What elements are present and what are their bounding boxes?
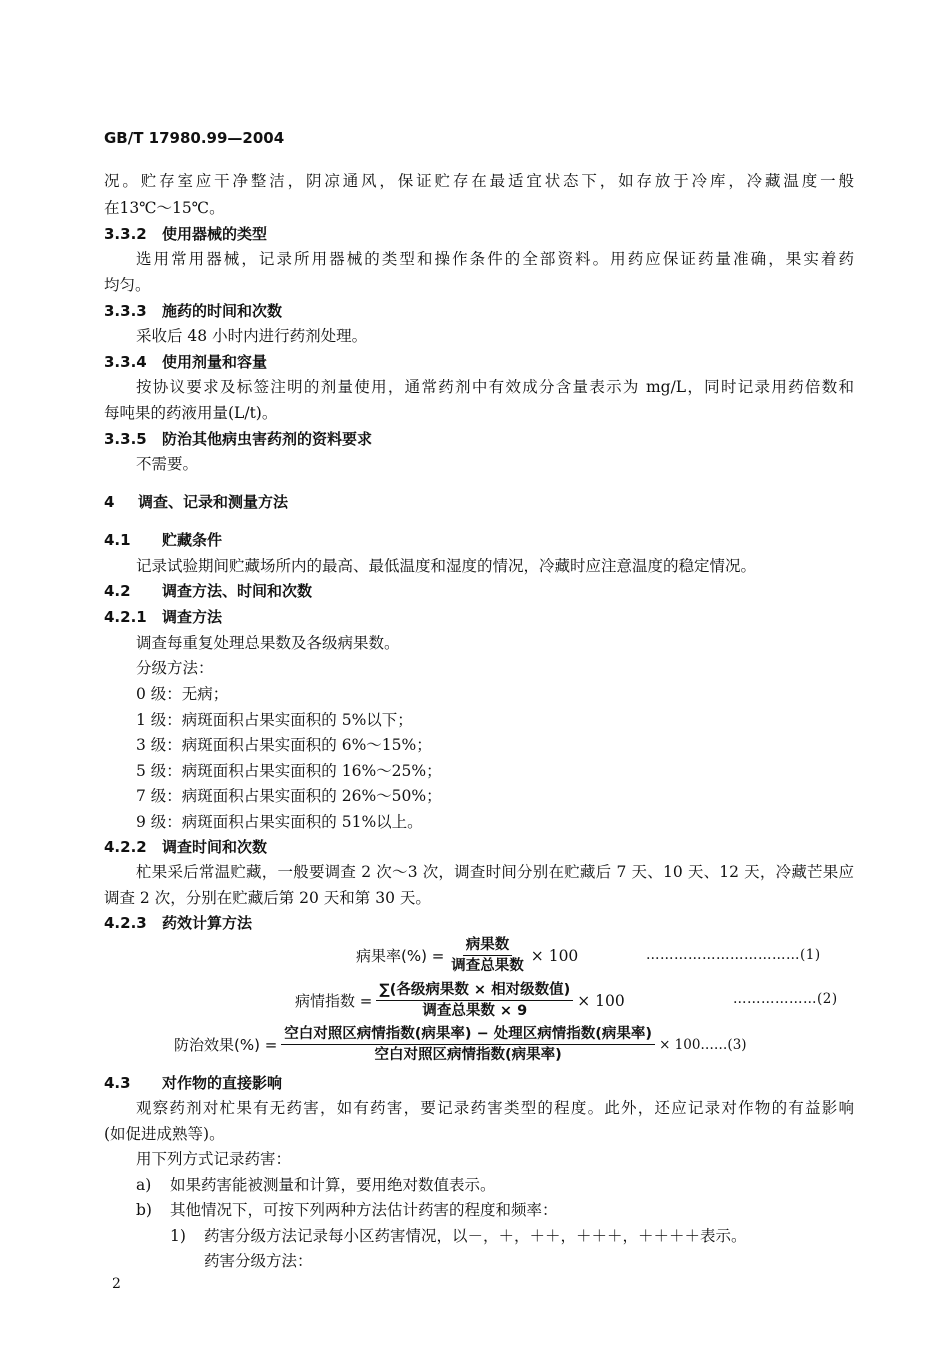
section-heading-3-3-5 xyxy=(104,429,372,449)
section-heading-3-3-3 xyxy=(104,301,282,321)
section-number: 4.2 xyxy=(104,582,131,600)
section-number: 3.3.5 xyxy=(104,430,147,448)
paragraph-line: 在13℃～15℃。 xyxy=(104,199,225,217)
formula-control-effect xyxy=(174,1025,747,1064)
paragraph-line: 观察药剂对杧果有无药害，如有药害，要记录药害类型的程度。此外，还应记录对作物的有益影响 xyxy=(136,1099,854,1117)
formula-fraction xyxy=(376,981,573,1020)
paragraph-line: 杧果采后常温贮藏，一般要调查 2 次～3 次，调查时间分别在贮藏后 7 天、10 天、12 天，冷藏芒果应 xyxy=(136,863,854,881)
list-text: 其他情况下，可按下列两种方法估计药害的程度和频率： xyxy=(170,1201,558,1219)
section-title: 使用器械的类型 xyxy=(162,225,268,243)
equation-number: ……………………………(1) xyxy=(646,947,821,963)
page-number: 2 xyxy=(112,1276,121,1292)
formula-fraction xyxy=(281,1025,655,1064)
formula-numerator: 空白对照区病情指数(病果率) − 处理区病情指数(病果率) xyxy=(281,1025,655,1045)
list-label: a) xyxy=(136,1176,152,1194)
paragraph-line: 按协议要求及标签注明的剂量使用，通常药剂中有效成分含量表示为 mg/L，同时记录用药倍数和 xyxy=(136,378,854,396)
grade-item: 5 级：病斑面积占果实面积的 16%～25%； xyxy=(136,762,442,780)
formula-multiplier: × 100 xyxy=(530,946,579,965)
formula-denominator: 调查总果数 × 9 xyxy=(422,1003,528,1019)
section-heading-4-1 xyxy=(104,530,222,550)
section-title: 调查时间和次数 xyxy=(162,838,268,856)
paragraph-line: 选用常用器械，记录所用器械的类型和操作条件的全部资料。用药应保证药量准确，果实着药 xyxy=(136,250,854,268)
section-heading-3-3-4 xyxy=(104,352,267,372)
section-number: 4.2.1 xyxy=(104,608,147,626)
section-title: 贮藏条件 xyxy=(162,531,223,549)
formula-disease-rate xyxy=(356,936,578,975)
paragraph-line: 调查每重复处理总果数及各级病果数。 xyxy=(136,634,400,652)
list-text: 药害分级方法记录每小区药害情况，以－，＋，＋＋，＋＋＋，＋＋＋＋表示。 xyxy=(204,1227,747,1245)
section-number: 4.2.2 xyxy=(104,838,147,856)
formula-lhs: 防治效果(%) = xyxy=(174,1036,278,1054)
grade-item: 3 级：病斑面积占果实面积的 6%～15%； xyxy=(136,736,432,754)
paragraph-line: 调查 2 次，分别在贮藏后第 20 天和第 30 天。 xyxy=(104,889,431,907)
formula-lhs: 病情指数 = xyxy=(295,992,373,1010)
section-heading-4-2-1 xyxy=(104,607,222,627)
formula-fraction xyxy=(448,936,527,975)
list-item-1 xyxy=(170,1226,747,1246)
section-title: 使用剂量和容量 xyxy=(162,353,268,371)
paragraph-line: 药害分级方法： xyxy=(204,1252,313,1270)
list-item-b xyxy=(136,1200,558,1220)
paragraph-line: (如促进成熟等)。 xyxy=(104,1125,225,1143)
formula-multiplier: × 100 xyxy=(577,991,625,1010)
section-heading-4 xyxy=(104,492,288,512)
section-title: 防治其他病虫害药剂的资料要求 xyxy=(162,430,373,448)
list-label: 1) xyxy=(170,1227,186,1245)
list-label: b) xyxy=(136,1201,152,1219)
standard-number: GB/T 17980.99—2004 xyxy=(104,129,285,147)
section-heading-4-2-2 xyxy=(104,837,267,857)
paragraph-line: 用下列方式记录药害： xyxy=(136,1150,292,1168)
equation-number: ………………(2) xyxy=(733,991,838,1007)
section-heading-4-2-3 xyxy=(104,913,252,933)
section-title: 药效计算方法 xyxy=(162,914,253,932)
formula-lhs: 病果率(%) = xyxy=(356,947,445,965)
list-item-a xyxy=(136,1175,496,1195)
grade-item: 7 级：病斑面积占果实面积的 26%～50%； xyxy=(136,787,442,805)
section-number: 3.3.2 xyxy=(104,225,147,243)
formula-denominator: 空白对照区病情指数(病果率) xyxy=(374,1047,562,1063)
section-title: 施药的时间和次数 xyxy=(162,302,283,320)
formula-numerator: 病果数 xyxy=(463,936,513,956)
section-heading-3-3-2 xyxy=(104,224,267,244)
paragraph-line: 不需要。 xyxy=(136,455,199,473)
section-number: 3.3.4 xyxy=(104,353,147,371)
section-title: 对作物的直接影响 xyxy=(162,1074,283,1092)
formula-disease-index xyxy=(295,981,625,1020)
formula-numerator: ∑(各级病果数 × 相对级数值) xyxy=(376,981,573,1001)
grade-item: 0 级：无病； xyxy=(136,685,229,703)
grade-item: 9 级：病斑面积占果实面积的 51%以上。 xyxy=(136,813,423,831)
section-title: 调查方法 xyxy=(162,608,223,626)
section-number: 3.3.3 xyxy=(104,302,147,320)
paragraph-line: 况。贮存室应干净整洁，阴凉通风，保证贮存在最适宜状态下，如存放于冷库，冷藏温度一般 xyxy=(104,172,854,190)
paragraph-line: 每吨果的药液用量(L/t)。 xyxy=(104,404,278,422)
paragraph-line: 均匀。 xyxy=(104,276,151,294)
section-heading-4-3 xyxy=(104,1073,282,1093)
section-number: 4.3 xyxy=(104,1074,131,1092)
section-title: 调查、记录和测量方法 xyxy=(138,493,289,511)
section-title: 调查方法、时间和次数 xyxy=(162,582,313,600)
section-heading-4-2 xyxy=(104,581,312,601)
formula-denominator: 调查总果数 xyxy=(451,958,524,974)
list-text: 如果药害能被测量和计算，要用绝对数值表示。 xyxy=(170,1176,496,1194)
paragraph-line: 采收后 48 小时内进行药剂处理。 xyxy=(136,327,368,345)
formula-multiplier: × 100……(3) xyxy=(659,1036,747,1053)
section-number: 4.1 xyxy=(104,531,131,549)
grading-intro: 分级方法： xyxy=(136,659,214,677)
grade-item: 1 级：病斑面积占果实面积的 5%以下； xyxy=(136,711,413,729)
section-number: 4.2.3 xyxy=(104,914,147,932)
paragraph-line: 记录试验期间贮藏场所内的最高、最低温度和湿度的情况，冷藏时应注意温度的稳定情况。 xyxy=(136,557,757,575)
section-number: 4 xyxy=(104,493,115,511)
